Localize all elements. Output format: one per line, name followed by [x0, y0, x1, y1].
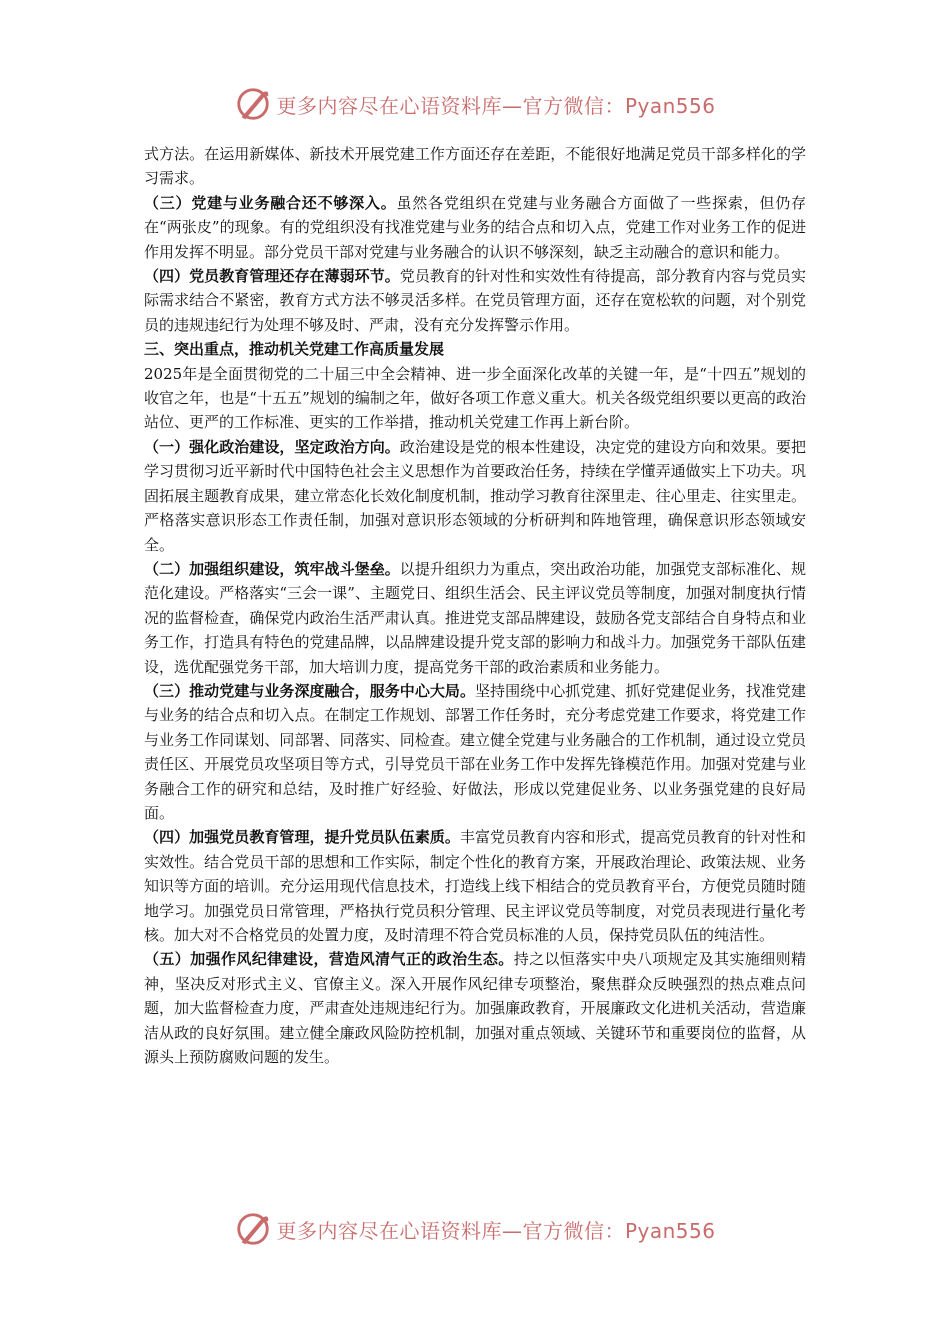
- paragraph-lead: （四）加强党员教育管理，提升党员队伍素质。: [144, 828, 460, 847]
- quill-logo-icon: [234, 1210, 272, 1248]
- paragraph-lead: （四）党员教育管理还存在薄弱环节。: [144, 267, 400, 286]
- paragraph: [144, 947, 806, 1069]
- section-heading-text: 三、突出重点，推动机关党建工作高质量发展: [144, 340, 445, 359]
- paragraph-body: 坚持围绕中心抓党建、抓好党建促业务，找准党建与业务的结合点和切入点。在制定工作规划、部署工作任务时，充分考虑党建工作要求，将党建工作与业务工作同谋划、同部署、同落实、同检查。建立健全党建与业务融合的工作机制，通过设立党员责任区、开展党员攻坚项目等方式，引导党员干部在业务工作中发挥先锋模范作用。加强对党建与业务融合工作的研究和总结，及时推广好经验、好做法，形成以党建促业务、以业务强党建的良好局面。: [144, 681, 806, 822]
- watermark-text: 更多内容尽在心语资料库—官方微信：Pyan556: [276, 93, 716, 118]
- paragraph-lead: （五）加强作风纪律建设，营造风清气正的政治生态。: [144, 950, 514, 969]
- paragraph-body: 持之以恒落实中央八项规定及其实施细则精神，坚决反对形式主义、官僚主义。深入开展作风纪律专项整治，聚焦群众反映强烈的热点难点问题，加大监督检查力度，严肃查处违规违纪行为。加强廉政教育，开展廉政文化进机关活动，营造廉洁从政的良好氛围。建立健全廉政风险防控机制，加强对重点领域、关键环节和重要岗位的监督，从源头上预防腐败问题的发生。: [144, 950, 806, 1067]
- paragraph: [144, 557, 806, 679]
- paragraph: [144, 679, 806, 825]
- paragraph-body: 丰富党员教育内容和形式，提高党员教育的针对性和实效性。结合党员干部的思想和工作实际，制定个性化的教育方案，开展政治理论、政策法规、业务知识等方面的培训。充分运用现代信息技术，打造线上线下相结合的党员教育平台，方便党员随时随地学习。加强党员日常管理，严格执行党员积分管理、民主评议党员等制度，对党员表现进行量化考核。加大对不合格党员的处置力度，及时清理不符合党员标准的人员，保持党员队伍的纯洁性。: [144, 828, 806, 944]
- paragraph-body: 式方法。在运用新媒体、新技术开展党建工作方面还存在差距，不能很好地满足党员干部多样化的学习需求。: [144, 145, 806, 188]
- paragraph: [144, 264, 806, 337]
- paragraph-body: 党员教育的针对性和实效性有待提高，部分教育内容与党员实际需求结合不紧密，教育方式方法不够灵活多样。在党员管理方面，还存在宽松软的问题，对个别党员的违规违纪行为处理不够及时、严肃，没有充分发挥警示作用。: [144, 267, 806, 334]
- paragraph: [144, 142, 806, 191]
- section-heading: [144, 337, 806, 361]
- paragraph: [144, 435, 806, 557]
- watermark-text: 更多内容尽在心语资料库—官方微信：Pyan556: [276, 1218, 716, 1243]
- paragraph: [144, 191, 806, 264]
- paragraph-lead: （二）加强组织建设，筑牢战斗堡垒。: [144, 559, 400, 578]
- paragraph-lead: （三）推动党建与业务深度融合，服务中心大局。: [144, 681, 476, 700]
- paragraph-lead: （一）强化政治建设，坚定政治方向。: [144, 437, 400, 456]
- quill-logo-icon: [234, 85, 272, 123]
- paragraph: [144, 825, 806, 947]
- footer-watermark: [0, 1209, 950, 1249]
- paragraph-body: 以提升组织力为重点，突出政治功能，加强党支部标准化、规范化建设。严格落实“三会一课”、主题党日、组织生活会、民主评议党员等制度，加强对制度执行情况的监督检查，确保党内政治生活严肃认真。推进党支部品牌建设，鼓励各党支部结合自身特点和业务工作，打造具有特色的党建品牌，以品牌建设提升党支部的影响力和战斗力。加强党务干部队伍建设，选优配强党务干部，加大培训力度，提高党务干部的政治素质和业务能力。: [144, 559, 806, 676]
- paragraph-lead: （三）党建与业务融合还不够深入。: [144, 193, 397, 212]
- paragraph: [144, 362, 806, 435]
- paragraph-body: 政治建设是党的根本性建设，决定党的建设方向和效果。要把学习贯彻习近平新时代中国特色社会主义思想作为首要政治任务，持续在学懂弄通做实上下功夫。巩固拓展主题教育成果，建立常态化长效化制度机制，推动学习教育往深里走、往心里走、往实里走。严格落实意识形态工作责任制，加强对意识形态领域的分析研判和阵地管理，确保意识形态领域安全。: [144, 437, 806, 554]
- paragraph-body: 2025年是全面贯彻党的二十届三中全会精神、进一步全面深化改革的关键一年，是“十四五”规划的收官之年，也是“十五五”规划的编制之年，做好各项工作意义重大。机关各级党组织要以更高的政治站位、更严的工作标准、更实的工作举措，推动机关党建工作再上新台阶。: [144, 364, 806, 432]
- header-watermark: [0, 84, 950, 124]
- paragraph-body: 虽然各党组织在党建与业务融合方面做了一些探索，但仍存在“两张皮”的现象。有的党组织没有找准党建与业务的结合点和切入点，党建工作对业务工作的促进作用发挥不明显。部分党员干部对党建与业务融合的认识不够深刻，缺乏主动融合的意识和能力。: [144, 193, 806, 261]
- document-body: [144, 142, 806, 1069]
